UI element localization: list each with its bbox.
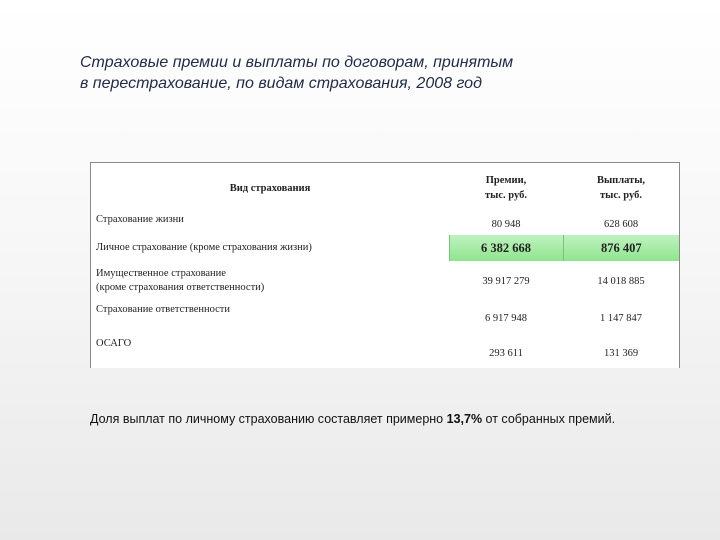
row-payouts: 131 369	[603, 347, 639, 359]
row-payouts: 1 147 847	[600, 312, 642, 324]
row-premiums: 6 917 948	[485, 312, 527, 324]
insurance-table	[90, 162, 680, 368]
header-payouts	[563, 163, 679, 213]
page-title	[80, 52, 680, 94]
row-payouts-highlighted: 876 407	[563, 235, 679, 261]
header-payouts-line-1: Выплаты,	[596, 175, 646, 186]
header-premiums	[449, 163, 563, 213]
table-row	[91, 213, 679, 235]
row-name: Личное страхование (кроме страхования жизни)	[96, 242, 312, 253]
table-row	[91, 335, 679, 371]
footnote-value: 13,7%	[446, 412, 483, 426]
row-name-line-1: Имущественное страхование	[96, 268, 226, 279]
row-payouts: 628 608	[603, 218, 639, 230]
row-premiums: 39 917 279	[482, 275, 530, 287]
footnote-text-before: Доля выплат по личному страхованию составляет примерно	[90, 412, 447, 426]
table-row	[91, 235, 679, 261]
row-name	[91, 261, 449, 301]
header-payouts-line-2: тыс. руб.	[600, 190, 642, 201]
row-name: Страхование ответственности	[96, 304, 230, 315]
row-premiums-highlighted: 6 382 668	[449, 235, 563, 261]
title-line-1: Страховые премии и выплаты по договорам, принятым	[80, 54, 514, 71]
footnote	[90, 412, 710, 426]
footnote-text-after: от собранных премий.	[482, 412, 616, 426]
table-header-row	[91, 163, 679, 213]
table-row	[91, 301, 679, 335]
table-row	[91, 261, 679, 301]
row-premiums: 293 611	[489, 347, 523, 359]
row-name-line-2: (кроме страхования ответственности)	[96, 282, 265, 293]
data-table	[91, 163, 679, 371]
header-kind: Вид страхования	[229, 182, 311, 194]
header-premiums-line-2: тыс. руб.	[485, 190, 527, 201]
header-premiums-line-1: Премии,	[485, 175, 527, 186]
row-payouts: 14 018 885	[597, 275, 645, 287]
row-name: Страхование жизни	[96, 214, 184, 225]
row-premiums: 80 948	[491, 218, 521, 230]
row-name: ОСАГО	[96, 338, 132, 349]
title-line-2: в перестрахование, по видам страхования, 2008 год	[80, 75, 482, 92]
